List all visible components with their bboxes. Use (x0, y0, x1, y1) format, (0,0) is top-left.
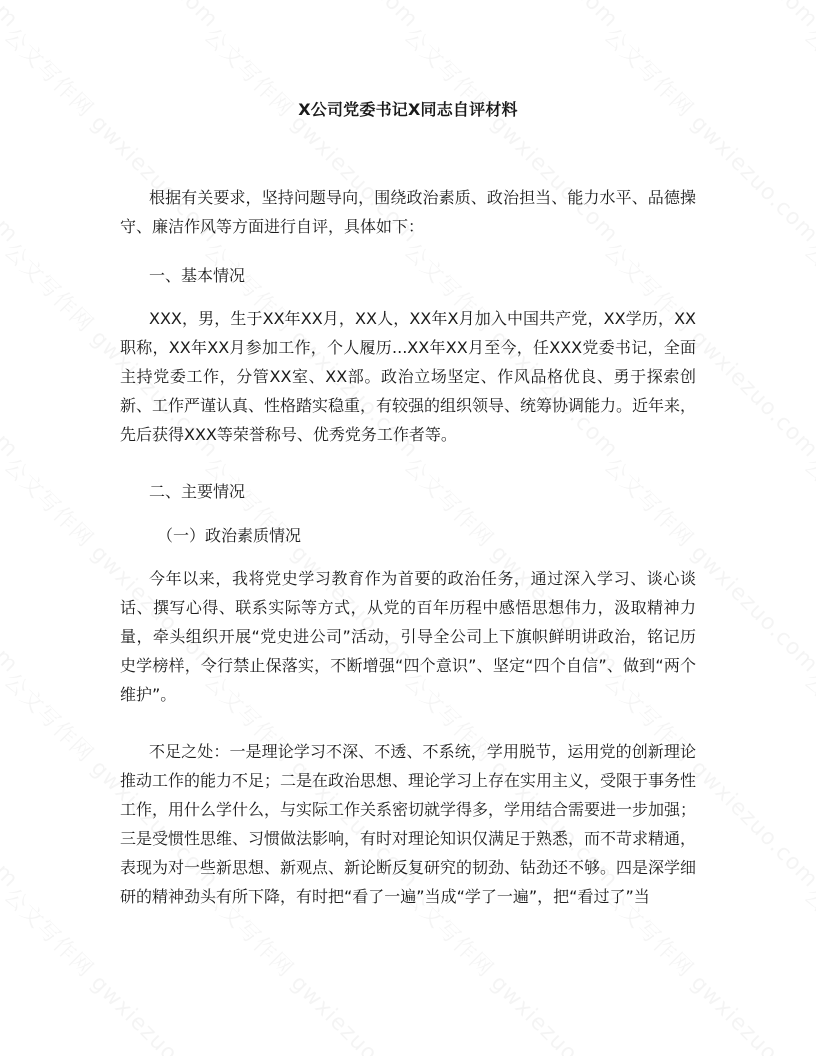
watermark-text (798, 235, 816, 464)
intro-paragraph: 根据有关要求，坚持问题导向，围绕政治素质、政治担当、能力水平、品德操守、廉洁作风等方面进行自评，具体如下： (120, 188, 696, 236)
shortcomings-paragraph: 不足之处：一是理论学习不深、不透、不系统，学用脱节，运用党的创新理论推动工作的能力不足；二是在政治思想、理论学习上存在实用主义，受限于事务性工作，用什么学什么，与实际工作关系密切就学得多，学用结合需要进一步加强；三是受惯性思维、习惯做法影响，有时对理论知识仅满足于熟悉，而不苛求精通，表现为对一些新思想、新观点、新论断反复研究的韧劲、钻劲还不够。四是深学细研的精神劲头有所下降，有时把“看了一遍”当成“学了一遍”，把“看过了”当 (120, 742, 697, 906)
section-heading-main-info: 二、主要情况 (149, 482, 246, 501)
watermark-text (0, 665, 27, 894)
watermark-text (0, 20, 27, 249)
political-quality-paragraph: 今年以来，我将党史学习教育作为首要的政治任务，通过深入学习、谈心谈话、撰写心得、联系实际等方式，从党的百年历程中感悟思想伟力，汲取精神力量，牵头组织开展“党史进公司”活动，引导全公司上下旗帜鲜明讲政治，铭记历史学榜样，令行禁止保落实，不断增强“四个意识”、坚定“四个自信”、做到“两个维护”。 (120, 569, 696, 704)
watermark-text (798, 665, 816, 894)
watermark-text (0, 880, 27, 1056)
watermark-text (798, 880, 816, 1056)
watermark-text (798, 0, 816, 34)
watermark-text (0, 0, 27, 34)
watermark-text (798, 20, 816, 249)
subsection-heading-political-quality: （一）政治素质情况 (157, 526, 302, 545)
watermark-text (798, 450, 816, 679)
section-heading-basic-info: 一、基本情况 (149, 266, 246, 285)
watermark-text (598, 0, 816, 34)
watermark-text (0, 0, 227, 34)
watermark-text (0, 450, 27, 679)
watermark-text (0, 235, 27, 464)
basic-info-paragraph: XXX，男，生于XX年XX月，XX人，XX年X月加入中国共产党，XX学历，XX职称，XX年XX月参加工作，个人履历...XX年XX月至今，任XXX党委书记，全面主持党委工作，分管XX室、XX部。政治立场坚定、作风品格优良、勇于探索创新、工作严谨认真、性格踏实稳重，有较强的组织领导、统筹协调能力。近年来，先后获得XXX等荣誉称号、优秀党务工作者等。 (120, 309, 697, 444)
document-title: X公司党委书记X同志自评材料 (298, 100, 518, 119)
watermark-text (398, 0, 627, 34)
watermark-text (198, 0, 427, 34)
